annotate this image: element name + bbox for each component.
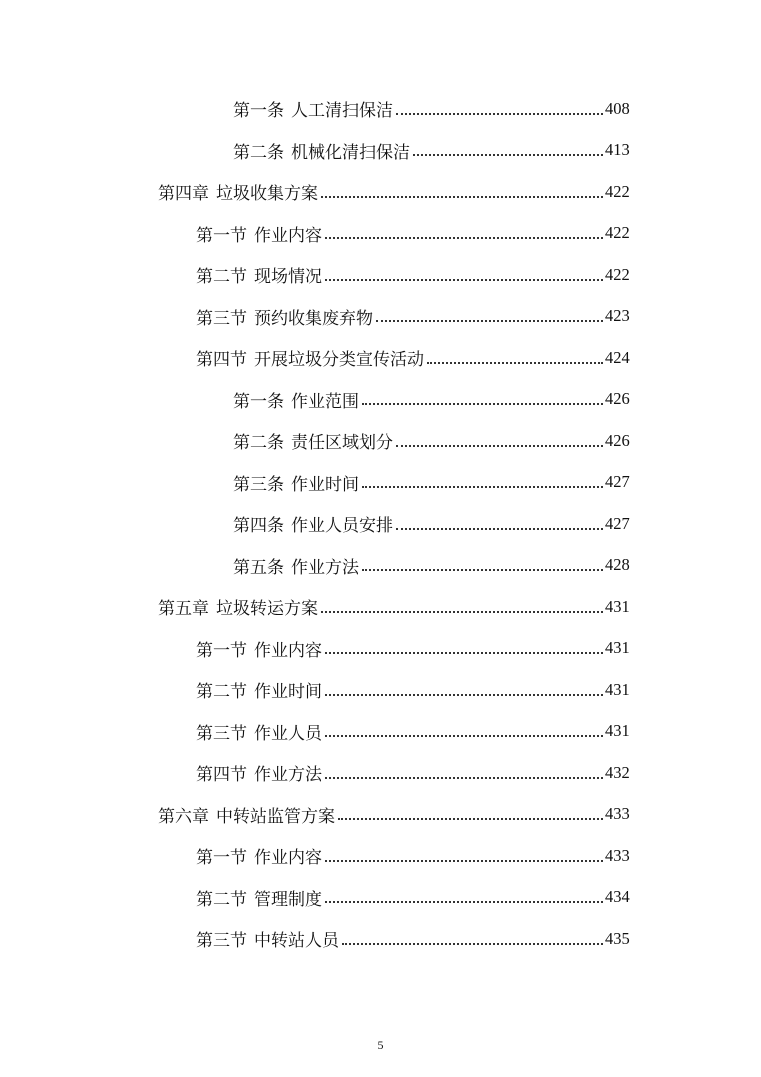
toc-entry[interactable] [0, 628, 761, 670]
dot-leader [325, 236, 603, 239]
dot-leader [321, 195, 603, 198]
toc-page-number: 434 [605, 887, 630, 907]
toc-page-number: 423 [605, 306, 630, 326]
toc-entry[interactable] [0, 835, 761, 877]
toc-page-number: 431 [605, 638, 630, 658]
toc-entry[interactable] [0, 669, 761, 711]
toc-entry[interactable] [0, 752, 761, 794]
toc-page-number: 422 [605, 223, 630, 243]
dot-leader [362, 568, 603, 571]
dot-leader [396, 444, 603, 447]
toc-entry-label: 第三节 作业人员 [196, 723, 322, 744]
toc-entry-label: 第二节 作业时间 [196, 682, 322, 703]
toc-entry-label: 第四条 作业人员安排 [233, 516, 393, 537]
toc-page-number: 432 [605, 762, 630, 782]
toc-page-number: 427 [605, 513, 630, 533]
dot-leader [396, 112, 603, 115]
toc-page-number: 427 [605, 472, 630, 492]
dot-leader [338, 817, 603, 820]
toc-entry-label: 第四章 垃圾收集方案 [158, 184, 318, 205]
toc-entry[interactable] [0, 130, 761, 172]
toc-entry[interactable] [0, 337, 761, 379]
toc-entry-label: 第四节 作业方法 [196, 765, 322, 786]
toc-entry[interactable] [0, 296, 761, 338]
dot-leader [325, 651, 603, 654]
dot-leader [376, 319, 603, 322]
toc-page-number: 428 [605, 555, 630, 575]
toc-entry[interactable] [0, 213, 761, 255]
dot-leader [362, 485, 603, 488]
toc-entry-label: 第二条 责任区域划分 [233, 433, 393, 454]
toc-page-number: 433 [605, 804, 630, 824]
toc-entry[interactable] [0, 586, 761, 628]
dot-leader [325, 859, 603, 862]
toc-entry-label: 第三节 预约收集废弃物 [196, 308, 373, 329]
dot-leader [362, 402, 603, 405]
toc-page-number: 408 [605, 98, 630, 118]
dot-leader [325, 776, 603, 779]
dot-leader [325, 693, 603, 696]
toc-page-number: 431 [605, 721, 630, 741]
toc-page-number: 424 [605, 347, 630, 367]
toc-entry[interactable] [0, 877, 761, 919]
toc-entry[interactable] [0, 88, 761, 130]
toc-entry[interactable] [0, 918, 761, 960]
table-of-contents [0, 88, 761, 960]
toc-page-number: 422 [605, 264, 630, 284]
toc-page-number: 431 [605, 679, 630, 699]
toc-entry-label: 第三节 中转站人员 [196, 931, 339, 952]
toc-entry-label: 第一节 作业内容 [196, 848, 322, 869]
toc-entry[interactable] [0, 503, 761, 545]
toc-page-number: 431 [605, 596, 630, 616]
toc-page-number: 435 [605, 928, 630, 948]
toc-entry-label: 第五章 垃圾转运方案 [158, 599, 318, 620]
toc-page-number: 433 [605, 845, 630, 865]
toc-entry-label: 第六章 中转站监管方案 [158, 806, 335, 827]
toc-entry-label: 第五条 作业方法 [233, 557, 359, 578]
page-footer-number: 5 [377, 1038, 384, 1052]
toc-entry[interactable] [0, 462, 761, 504]
dot-leader [325, 900, 603, 903]
toc-entry[interactable] [0, 171, 761, 213]
dot-leader [396, 527, 603, 530]
toc-entry-label: 第二节 现场情况 [196, 267, 322, 288]
dot-leader [427, 361, 603, 364]
toc-entry-label: 第二节 管理制度 [196, 889, 322, 910]
toc-entry-label: 第一节 作业内容 [196, 640, 322, 661]
toc-entry-label: 第二条 机械化清扫保洁 [233, 142, 410, 163]
dot-leader [325, 734, 603, 737]
toc-entry-label: 第一节 作业内容 [196, 225, 322, 246]
toc-entry-label: 第四节 开展垃圾分类宣传活动 [196, 350, 424, 371]
dot-leader [325, 278, 603, 281]
toc-entry[interactable] [0, 545, 761, 587]
toc-entry[interactable] [0, 711, 761, 753]
toc-page-number: 426 [605, 430, 630, 450]
dot-leader [342, 942, 603, 945]
toc-entry[interactable] [0, 794, 761, 836]
dot-leader [321, 610, 603, 613]
toc-entry-label: 第一条 作业范围 [233, 391, 359, 412]
toc-entry-label: 第一条 人工清扫保洁 [233, 101, 393, 122]
toc-page-number: 422 [605, 181, 630, 201]
dot-leader [413, 153, 603, 156]
toc-page-number: 413 [605, 140, 630, 160]
toc-page-number: 426 [605, 389, 630, 409]
toc-entry[interactable] [0, 379, 761, 421]
toc-entry[interactable] [0, 420, 761, 462]
toc-entry-label: 第三条 作业时间 [233, 474, 359, 495]
toc-entry[interactable] [0, 254, 761, 296]
